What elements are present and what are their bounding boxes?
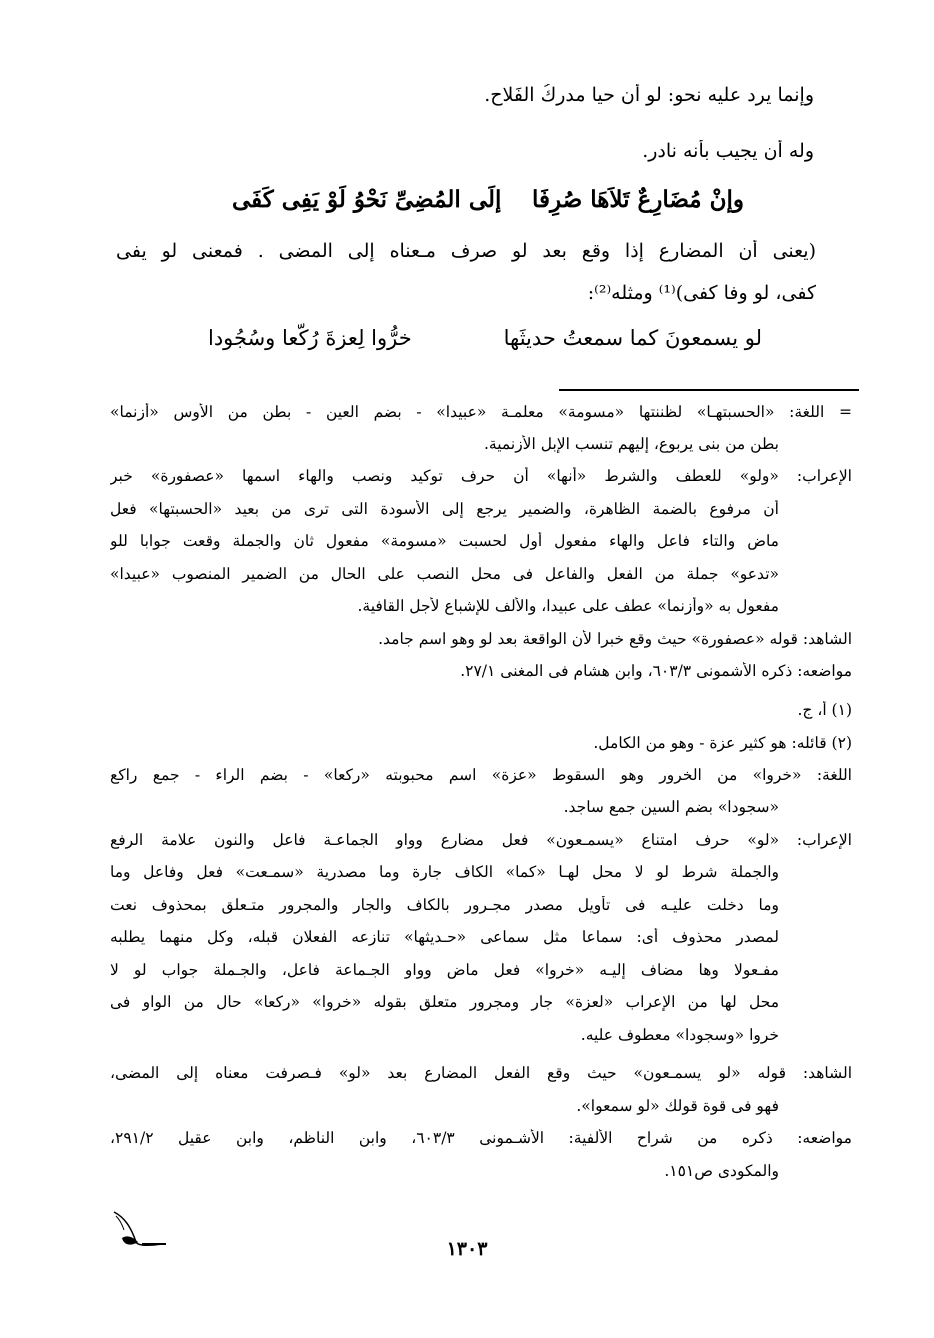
footnote-line: لمصدر محذوف أى: سماعا مثل سماعى «حـديثها» تنازعه الفعلان قبله، وكل منهما يطلبه	[110, 928, 779, 946]
footnote-separator	[559, 389, 859, 391]
footnote-line: مفعول به «وأزنما» عطف على عبيدا، والألف للإشباع لأجل القافية.	[357, 597, 779, 615]
footnote-line: الشاهد: قوله «لو يسمـعون» حيث وقع الفعل المضارع بعد «لو» فـصرفت معناه إلى المضى،	[110, 1064, 852, 1082]
footnote-line: الإعراب: «ولو» للعطف والشرط «أنها» أن حرف توكيد ونصب والهاء اسمها «عصفورة» خبر	[110, 467, 852, 485]
verse-hemistich-right: وإنْ مُضَارِعٌ تَلاَهَا صُرِفَا	[532, 186, 744, 213]
footnote-line: أن مرفوع بالضمة الظاهرة، والضمير يرجع إلى الأسودة التى ترى من بعيد «الحسبتها» فعل	[110, 500, 779, 518]
footnote-line: والجملة شرط لو لا محل لهـا «كما» الكاف جارة وما مصدرية «سمـعت» فعل وفاعل وما	[110, 863, 779, 881]
footnote-line: اللغة: «خروا» من الخرور وهو السقوط «عزة» اسم محبوبته «ركعا» - بضم الراء - جمع راكع	[110, 766, 852, 784]
footnote-line: الشاهد: قوله «عصفورة» حيث وقع خبرا لأن الواقعة بعد لو وهو اسم جامد.	[378, 630, 852, 648]
footnote-line: = اللغة: «الحسبتهـا» لظننتها «مسومة» معلمـة «عبيدا» - بضم العين - بطن من الأوس «أزنما»	[110, 403, 852, 421]
footnote-line: وما دخلت عليـه فى تأويل مصدر مجـرور بالكاف والجار والمجرور متـعلق بمحذوف نعت	[110, 896, 779, 914]
footnote-line: (١) أ، ج.	[797, 701, 852, 719]
footnote-line: والمكودى ص١٥١.	[664, 1162, 779, 1180]
text-line: (يعنى أن المضارع إذا وقع بعد لو صرف مـعناه إلى المضى . فمعنى لو يفى	[116, 240, 816, 262]
footnote-line: فهو فى قوة قولك «لو سمعوا».	[576, 1097, 779, 1115]
footnote-line: مواضعه: ذكره الأشمونى ٦٠٣/٣، وابن هشام فى المغنى ٢٧/١.	[460, 662, 852, 680]
footnote-line: مواضعه: ذكره من شراح الألفية: الأشـمونى ٦٠٣/٣، وابن الناظم، وابن عقيل ٢٩١/٢،	[110, 1129, 852, 1147]
footnote-line: بطن من بنى يربوع، إليهم تنسب الإبل الأزنمية.	[484, 435, 779, 453]
verse-hemistich-left: إلَى المُضِىِّ نَحْوُ لَوْ يَفِى كَفَى	[232, 186, 502, 213]
footnote-line: ماض والتاء فاعل والهاء مفعول أول لحسبت «مسومة» مفعول ثان والجملة وقعت جوابا للو	[110, 532, 779, 550]
page-number: ١٣٠٣	[446, 1238, 488, 1260]
footnote-line: «تدعو» جملة من الفعل والفاعل فى محل النصب على الحال من الضمير المنصوب «عبيدا»	[110, 565, 779, 583]
footnote-line: خروا «وسجودا» معطوف عليه.	[580, 1026, 779, 1044]
footnote-line: مفـعولا وها مضاف إليـه «خروا» فعل ماض وواو الجـماعة فاعل، والجـملة جواب لو لا	[110, 961, 779, 979]
footnote-line: الإعراب: «لو» حرف امتناع «يسمـعون» فعل مضارع وواو الجماعـة فاعل والنون علامة الرفع	[110, 831, 852, 849]
footnote-line: محل لها من الإعراب «لعزة» جار ومجرور متعلق بقوله «خروا» «ركعا» حال من الواو فى	[110, 993, 779, 1011]
verse-hemistich-left: خرُّوا لِعزةَ رُكّعا وسُجُودا	[208, 326, 412, 350]
footnote-line: (٢) قائله: هو كثير عزة - وهو من الكامل.	[593, 734, 852, 752]
text-line: وله أن يجيب بأنه نادر.	[642, 140, 814, 162]
text-line: كفى، لو وفا كفى)⁽¹⁾ ومثله⁽²⁾:	[587, 282, 816, 304]
footnote-line: «سجودا» بضم السين جمع ساجد.	[563, 798, 779, 816]
text-line: وإنما يرد عليه نحو: لو أن حيا مدركُ الفَلاحِ.	[484, 84, 814, 106]
verse-hemistich-right: لو يسمعونَ كما سمعتُ حديثَها	[503, 326, 762, 350]
